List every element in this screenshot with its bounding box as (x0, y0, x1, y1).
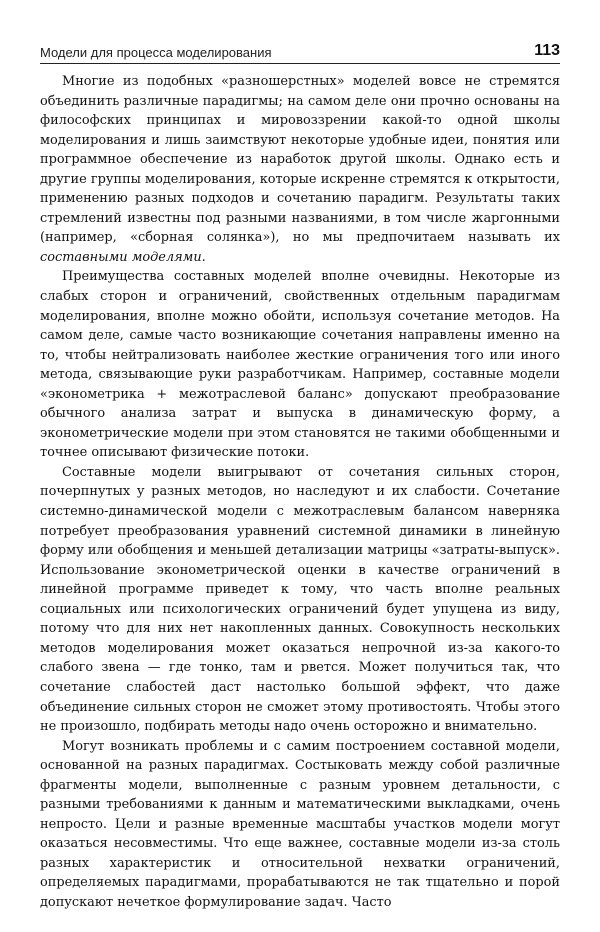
paragraph-1 (40, 72, 560, 267)
paragraph-1-emphasis: составными моделями (40, 249, 202, 265)
paragraph-3: Составные модели выигрывают от сочетания сильных сторон, почерпнутых у разных методов, но наследуют и их слабости. Сочетание системно-динамической модели с межотраслевым балансом наверняка потребует преобразования уравнений системной динамики в линейную форму или обобщения и меньшей детализации матрицы «затраты-выпуск». Использование эконометрической оценки в качестве ограничений в линейной программе приведет к тому, что часть вполне реальных социальных или психологических ограничений будет упущена из виду, потому что для них нет накопленных данных. Совокупность нескольких методов моделирования может оказаться непрочной из-за какого-то слабого звена — где тонко, там и рвется. Может получиться так, что сочетание слабостей даст настолько большой эффект, что даже объединение сильных сторон не сможет этому противостоять. Чтобы этого не произошло, подбирать методы надо очень осторожно и внимательно. (40, 464, 560, 735)
paragraph-1-text: Многие из подобных «разношерстных» моделей вовсе не стремятся объединить различные парадигмы; на самом деле они прочно основаны на философских принципах и мировоззрении какой-то одной школы моделирования и лишь заимствуют некоторые удобные идеи, понятия или программное обеспечение из наработок другой школы. Однако есть и другие группы моделирования, которые искренне стремятся к открытости, применению разных подходов и сочетанию парадигм. Результаты таких стремлений известны под разными названиями, в том числе жаргонными (например, «сборная солянка»), но мы предпочитаем называть их (40, 74, 560, 246)
running-head (40, 42, 560, 64)
body-text (40, 72, 560, 913)
running-head-title: Модели для процесса моделирования (40, 45, 272, 60)
paragraph-2: Преимущества составных моделей вполне очевидны. Некоторые из слабых сторон и ограничений, свойственных отдельным парадигмам моделирования, вполне можно обойти, используя сочетание методов. На самом деле, самые часто возникающие сочетания направлены именно на то, чтобы нейтрализовать наиболее жесткие ограничения того или иного метода, связывающие руки разработчикам. Например, составные модели «эконометрика + межотраслевой баланс» допускают преобразование обычного анализа затрат и выпуска в динамическую форму, а эконометрические модели при этом становятся не такими обобщенными и точнее описывают физические потоки. (40, 269, 560, 461)
paragraph-1-end: . (201, 249, 206, 265)
page-number: 113 (534, 42, 560, 59)
paragraph-4: Могут возникать проблемы и с самим построением составной модели, основанной на разных парадигмах. Состыковать между собой различные фрагменты модели, выполненные с разным уровнем детальности, с разными требованиями к данным и математическими выкладками, очень непросто. Цели и разные временные масштабы участков модели могут оказаться несовместимы. Что еще важнее, составные модели из-за столь разных характеристик и относительной нехватки ограничений, определяемых парадигмами, прорабатываются не так тщательно и порой допускают нечеткое формулирование задач. Часто (40, 738, 560, 910)
